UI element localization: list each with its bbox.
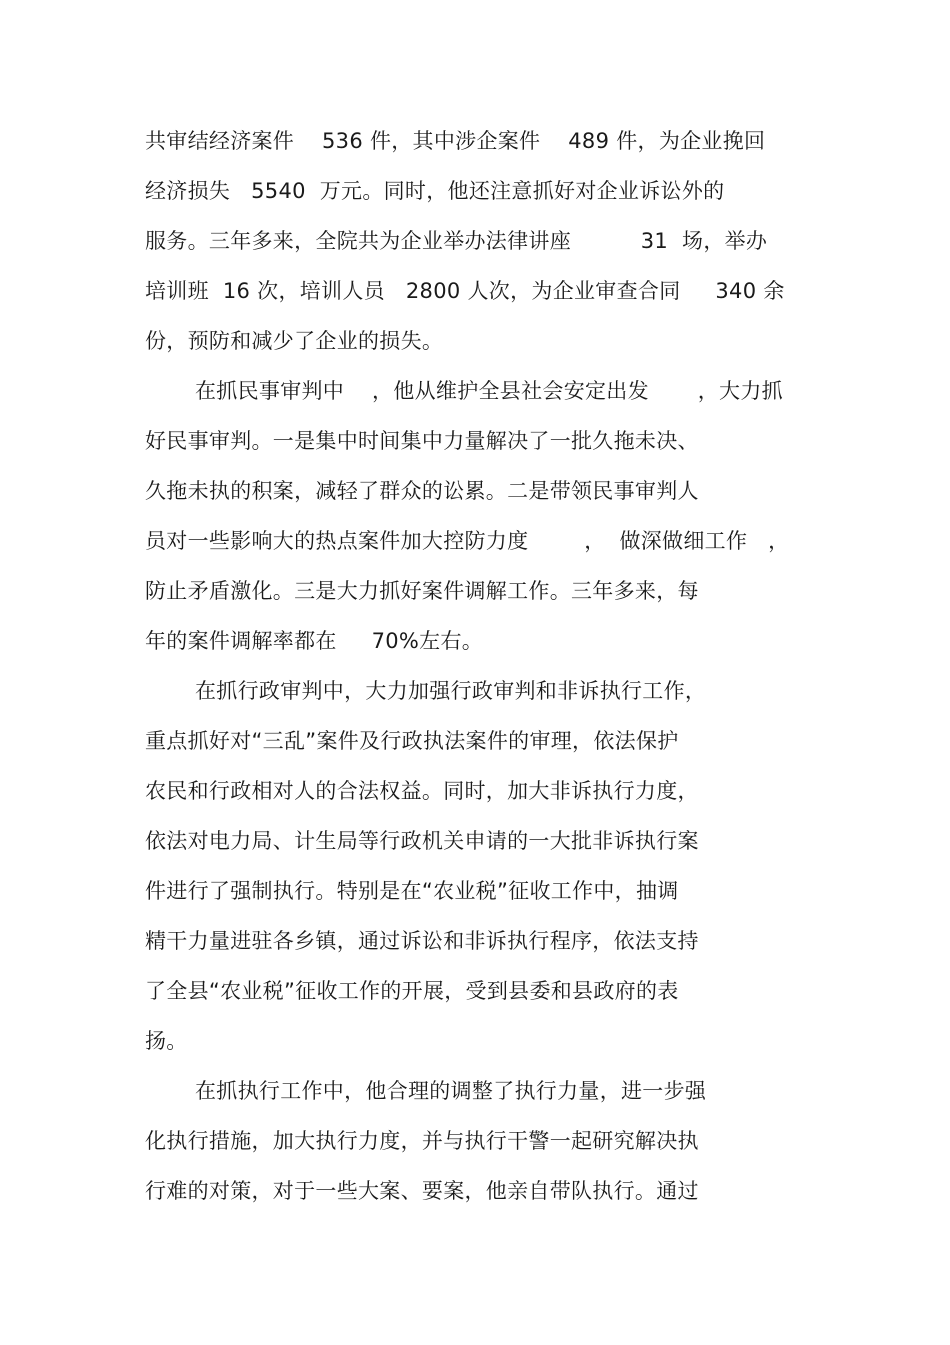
text-line-5: 份，预防和减少了企业的损失。 xyxy=(145,329,444,353)
text-line-17: 精干力量进驻各乡镇，通过诉讼和非诉执行程序，依法支持 xyxy=(145,929,699,953)
text-line-3: 服务。三年多来，全院共为企业举办法律讲座 31 场，举办 xyxy=(145,229,768,253)
text-line-13: 重点抓好对“三乱”案件及行政执法案件的审理，依法保护 xyxy=(145,729,679,753)
paragraph-start-execution: 在抓执行工作中，他合理的调整了执行力量，进一步强 xyxy=(195,1079,707,1103)
text-line-21: 化执行措施，加大执行力度，并与执行干警一起研究解决执 xyxy=(145,1129,699,1153)
text-line-22: 行难的对策，对于一些大案、要案，他亲自带队执行。通过 xyxy=(145,1179,699,1203)
text-line-8: 久拖未执的积案，减轻了群众的讼累。二是带领民事审判人 xyxy=(145,479,699,503)
text-line-14: 农民和行政相对人的合法权益。同时，加大非诉执行力度， xyxy=(145,779,699,803)
text-line-4: 培训班 16 次，培训人员 2800 人次，为企业审查合同 340 余 xyxy=(145,279,785,303)
text-line-11: 年的案件调解率都在 70%左右。 xyxy=(145,629,484,653)
paragraph-start-civil: 在抓民事审判中 ，他从维护全县社会安定出发 ，大力抓 xyxy=(195,379,783,403)
text-line-19: 扬。 xyxy=(145,1029,188,1053)
text-line-18: 了全县“农业税”征收工作的开展，受到县委和县政府的表 xyxy=(145,979,679,1003)
text-line-2: 经济损失 5540 万元。同时，他还注意抓好对企业诉讼外的 xyxy=(145,179,725,203)
text-line-15: 依法对电力局、计生局等行政机关申请的一大批非诉执行案 xyxy=(145,829,699,853)
text-line-1: 共审结经济案件 536 件，其中涉企案件 489 件，为企业挽回 xyxy=(145,129,766,153)
paragraph-start-administrative: 在抓行政审判中，大力加强行政审判和非诉执行工作， xyxy=(195,679,707,703)
text-line-9: 员对一些影响大的热点案件加大控防力度 ， 做深做细工作 ， xyxy=(145,529,790,553)
text-line-16: 件进行了强制执行。特别是在“农业税”征收工作中，抽调 xyxy=(145,879,679,903)
text-line-7: 好民事审判。一是集中时间集中力量解决了一批久拖未决、 xyxy=(145,429,699,453)
text-line-10: 防止矛盾激化。三是大力抓好案件调解工作。三年多来，每 xyxy=(145,579,699,603)
